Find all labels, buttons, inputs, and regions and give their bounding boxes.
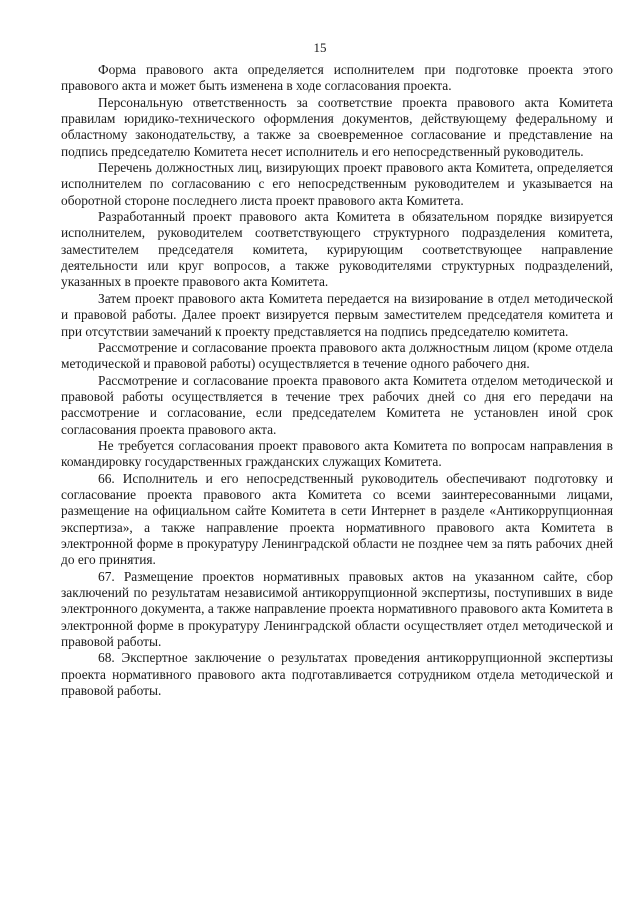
paragraph-legal-department: Затем проект правового акта Комитета передается на визирование в отдел методической и правовой работы. Далее проект визируется первым заместителем председателя комитета и при отсутствии замечаний к проекту представляется на подпись председателю комитета. <box>61 290 613 339</box>
paragraph-form: Форма правового акта определяется исполнителем при подготовке проекта этого правового акта и может быть изменена в ходе согласования проекта. <box>61 62 613 94</box>
paragraph-approvers-list: Перечень должностных лиц, визирующих проект правового акта Комитета, определяется исполнителем по согласованию с его непосредственным руководителем и указывается на оборотной стороне последнего листа проект правового акта Комитета. <box>61 160 613 208</box>
paragraph-responsibility: Персональную ответственность за соответствие проекта правового акта Комитета правилам юридико-технического оформления документов, действующему федеральному и областному законодательству, а также за своевременное согласование и представление на подпись председателю Комитета несет исполнитель и его непосредственный руководитель. <box>61 94 613 159</box>
paragraph-department-review: Рассмотрение и согласование проекта правового акта Комитета отделом методической и правовой работы осуществляется в течение трех рабочих дней со дня его передачи на рассмотрение и согласование, если председателем Комитета не установлен иной срок согласования проекта правового акта. <box>61 372 613 437</box>
paragraph-official-review: Рассмотрение и согласование проекта правового акта должностным лицом (кроме отдела методической и правовой работы) осуществляется в течение одного рабочего дня. <box>61 339 613 372</box>
paragraph-no-approval-needed: Не требуется согласования проект правового акта Комитета по вопросам направления в командировку государственных гражданских служащих Комитета. <box>61 437 613 470</box>
paragraph-item-68: 68. Экспертное заключение о результатах проведения антикоррупционной экспертизы проекта нормативного правового акта подготавливается сотрудником отдела методической и правовой работы. <box>61 650 613 699</box>
paragraph-mandatory-approval: Разработанный проект правового акта Комитета в обязательном порядке визируется исполнителем, руководителем соответствующего структурного подразделения комитета, заместителем председателя комитета, курирующим соответствующее направление деятельности или круг вопросов, а также руководителями структурных подразделений, указанных в проекте правового акта Комитета. <box>61 209 613 290</box>
page-number: 15 <box>313 40 327 55</box>
paragraph-item-67: 67. Размещение проектов нормативных правовых актов на указанном сайте, сбор заключений по результатам независимой антикоррупционной экспертизы, поступивших в виде электронного документа, а также направление проекта нормативного правового акта Комитета в электронной форме в прокуратуру Ленинградской области осуществляет отдел методической и правовой работы. <box>61 568 613 650</box>
document-body <box>61 62 613 699</box>
paragraph-item-66: 66. Исполнитель и его непосредственный руководитель обеспечивают подготовку и согласование проекта правового акта Комитета со всеми заинтересованными лицами, размещение на официальном сайте Комитета в сети Интернет в разделе «Антикоррупционная экспертиза», а также направление проекта нормативного правового акта Комитета в электронной форме в прокуратуру Ленинградской области не позднее чем за пять рабочих дней до его принятия. <box>61 470 613 568</box>
